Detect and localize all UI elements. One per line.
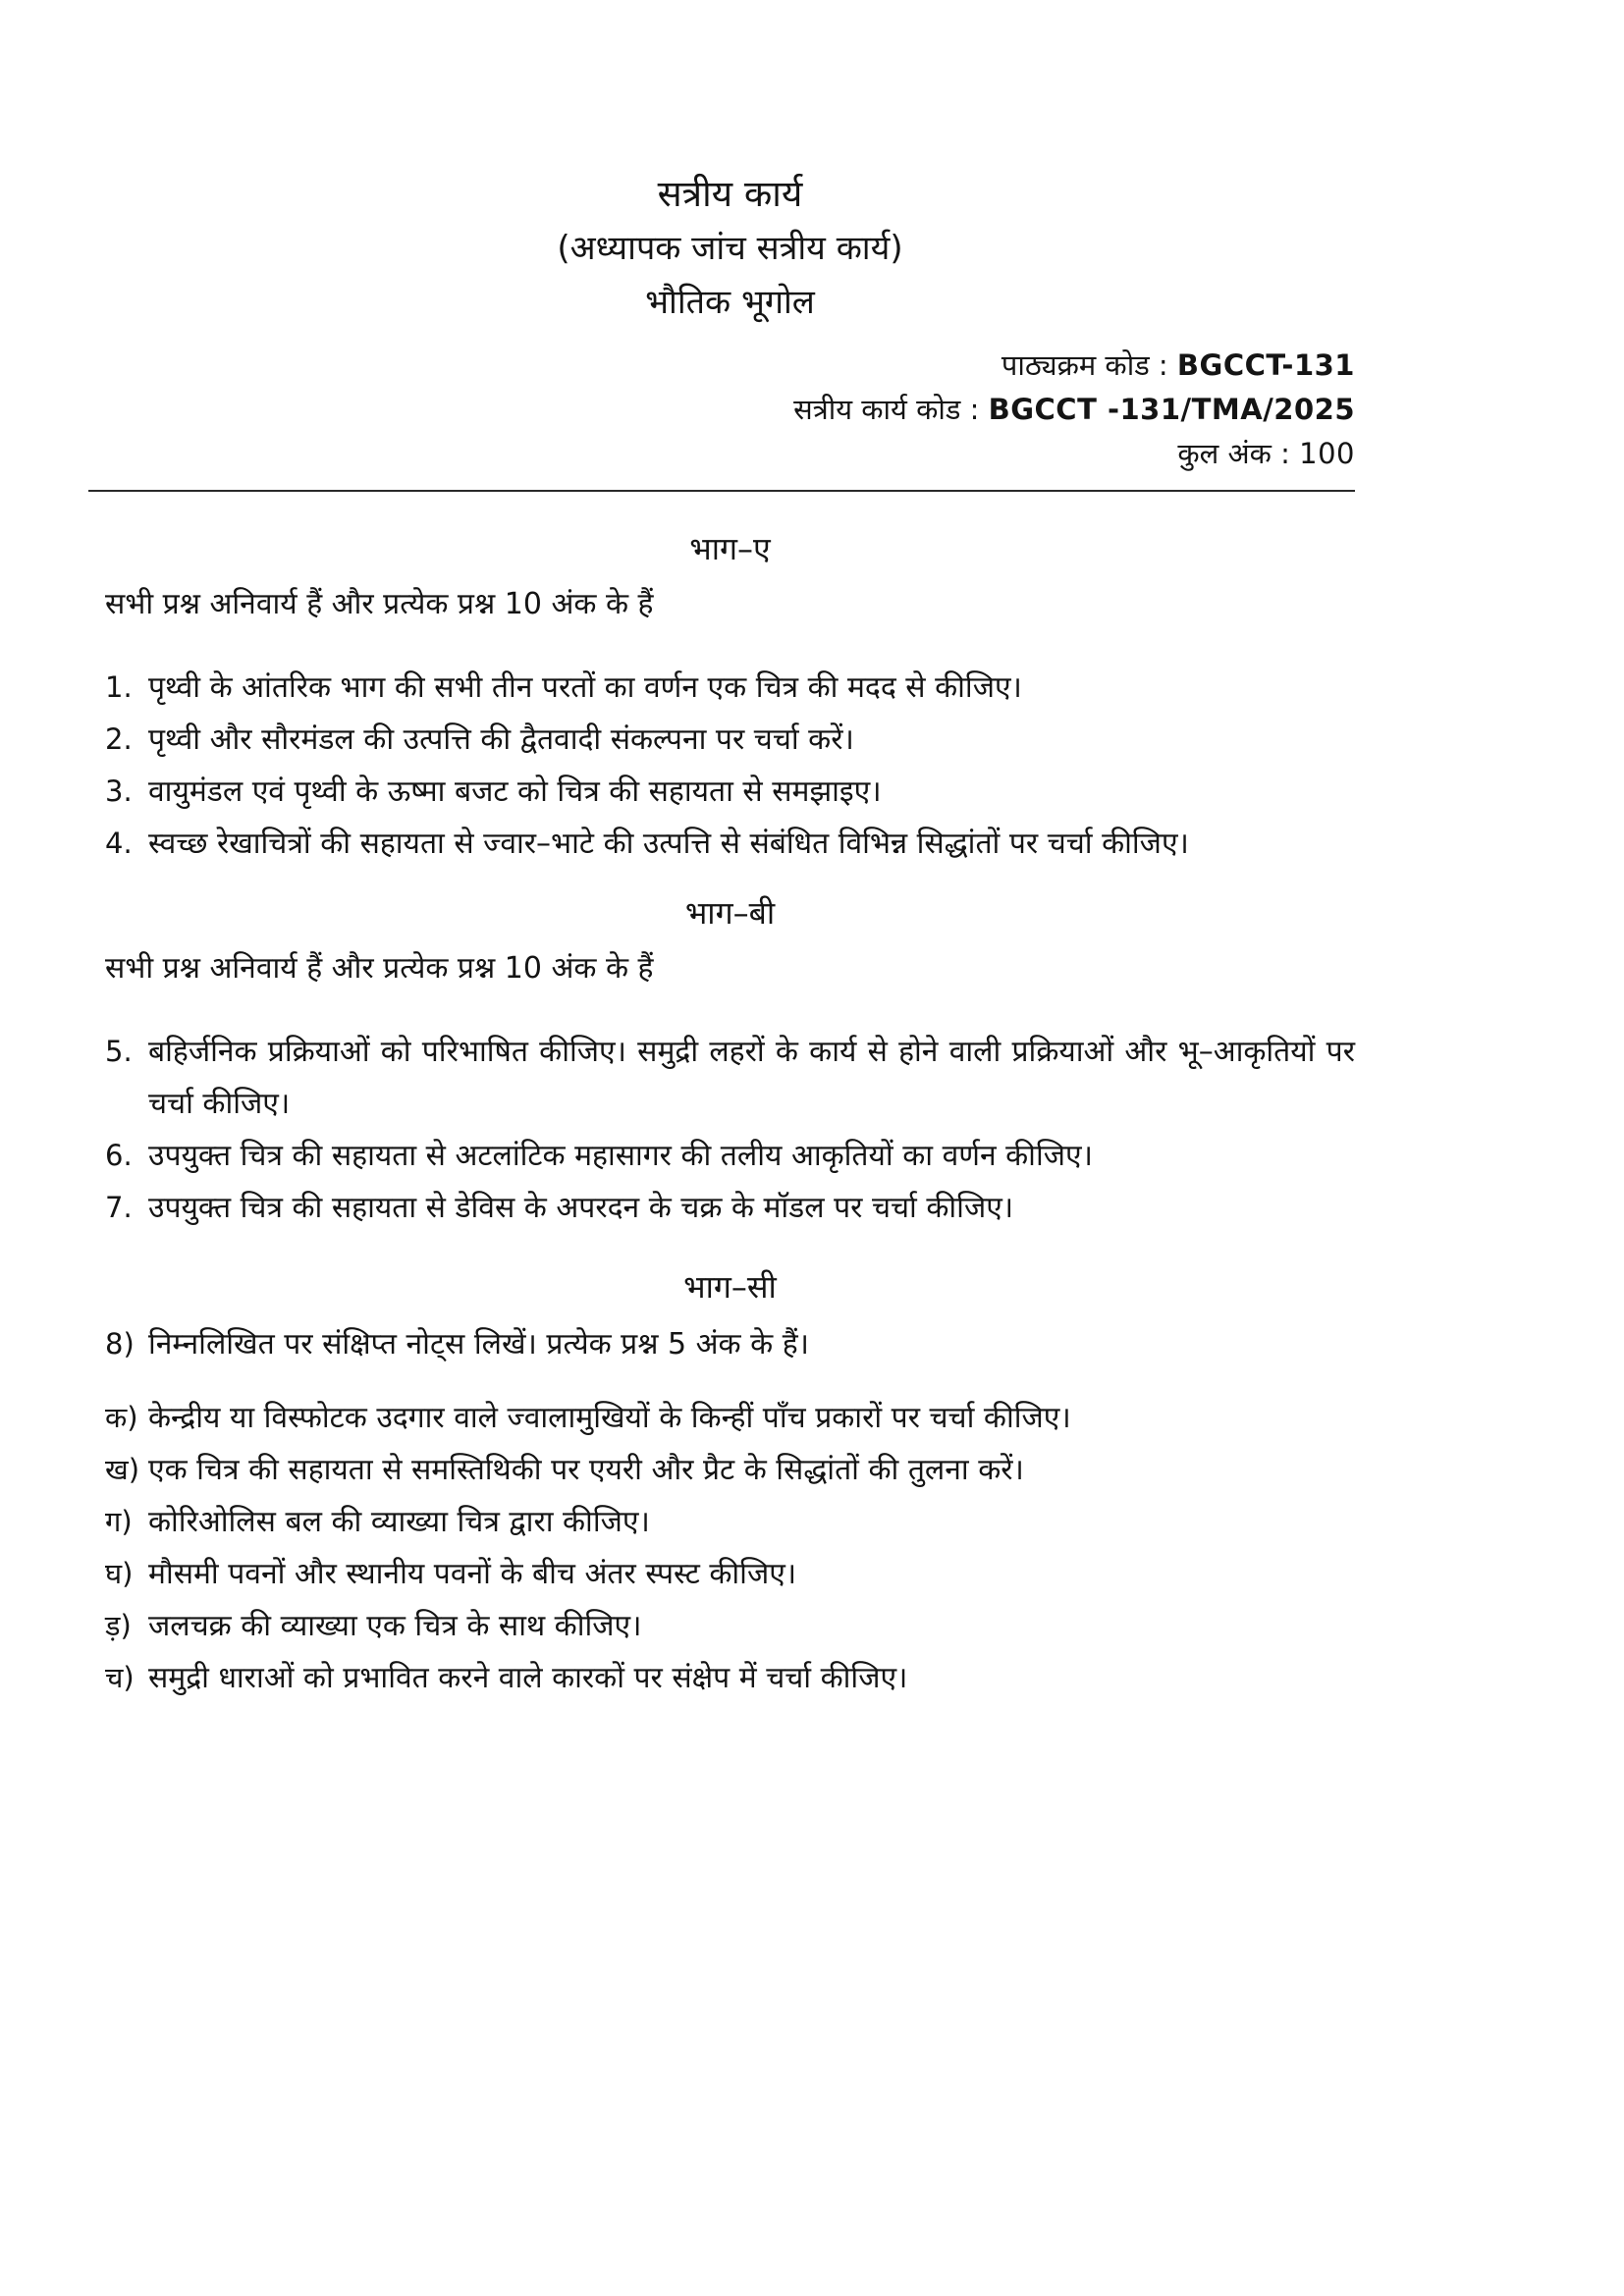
assignment-code-row: [105, 388, 1355, 432]
question-row-3: [105, 766, 1355, 818]
codes-block: [105, 344, 1355, 476]
question-number: 7.: [105, 1191, 133, 1224]
question-text: उपयुक्त चित्र की सहायता से डेविस के अपरदन के चक्र के मॉडल पर चर्चा कीजिए।: [148, 1191, 1014, 1225]
part-a-question-list: [105, 662, 1355, 870]
document-title: सत्रीय कार्य: [657, 173, 803, 215]
total-marks-value: 100: [1299, 437, 1355, 470]
subquestion-row-ka: [105, 1392, 1355, 1444]
question-row-4: [105, 818, 1355, 870]
subquestion-text: केन्द्रीय या विस्फोटक उदगार वाले ज्वालामुखियों के किन्हीं पाँच प्रकारों पर चर्चा कीजिए।: [148, 1401, 1071, 1435]
question-text: पृथ्वी के आंतरिक भाग की सभी तीन परतों का वर्णन एक चित्र की मदद से कीजिए।: [148, 670, 1022, 705]
question-text: वायुमंडल एवं पृथ्वी के ऊष्मा बजट को चित्र की सहायता से समझाइए।: [148, 774, 882, 809]
question-text: पृथ्वी और सौरमंडल की उत्पत्ति की द्वैतवादी संकल्पना पर चर्चा करें।: [148, 722, 854, 757]
part-b-heading: भाग–बी: [684, 894, 776, 932]
question-text: उपयुक्त चित्र की सहायता से अटलांटिक महासागर की तलीय आकृतियों का वर्णन कीजिए।: [148, 1139, 1093, 1173]
course-code-label: पाठ्यक्रम कोड :: [1001, 348, 1177, 382]
part-b-question-list: [105, 1026, 1355, 1234]
assignment-code-value: BGCCT -131/TMA/2025: [988, 393, 1355, 426]
question-row-2: [105, 714, 1355, 766]
total-marks-row: [105, 432, 1355, 476]
question-row-1: [105, 662, 1355, 714]
question-row-7: [105, 1182, 1355, 1234]
subquestion-number: घ): [105, 1557, 134, 1590]
subquestion-text: कोरिओलिस बल की व्याख्या चित्र द्वारा कीजिए।: [148, 1505, 650, 1539]
subquestion-row-gha: [105, 1548, 1355, 1600]
question-text: स्वच्छ रेखाचित्रों की सहायता से ज्वार–भाटे की उत्पत्ति से संबंधित विभिन्न सिद्धांतों पर चर्चा कीजिए।: [148, 827, 1189, 861]
subquestion-number: क): [105, 1401, 138, 1434]
subquestion-row-ga: [105, 1496, 1355, 1548]
question-number: 4.: [105, 827, 133, 860]
subquestion-row-cha: [105, 1652, 1355, 1704]
question-row-5: [105, 1026, 1355, 1130]
subquestion-number: ड़): [105, 1609, 132, 1642]
part-a-heading: भाग–ए: [689, 530, 771, 567]
header-divider: [88, 490, 1355, 492]
part-b-instruction: सभी प्रश्न अनिवार्य हैं और प्रत्येक प्रश्न 10 अंक के हैं: [105, 951, 654, 986]
subquestion-text: समुद्री धाराओं को प्रभावित करने वाले कारकों पर संक्षेप में चर्चा कीजिए।: [148, 1661, 908, 1695]
subquestion-row-kha: [105, 1444, 1355, 1496]
assignment-code-label: सत्रीय कार्य कोड :: [793, 393, 989, 426]
question-number: 3.: [105, 774, 133, 808]
subquestion-text: जलचक्र की व्याख्या एक चित्र के साथ कीजिए।: [148, 1609, 642, 1643]
question-number: 2.: [105, 722, 133, 756]
total-marks-label: कुल अंक :: [1177, 437, 1300, 470]
question-row-6: [105, 1130, 1355, 1182]
question-row-8: [105, 1318, 1355, 1370]
course-name: भौतिक भूगोल: [645, 283, 815, 322]
course-code-value: BGCCT-131: [1176, 348, 1355, 382]
subquestion-text: एक चित्र की सहायता से समस्तिथिकी पर एयरी और प्रैट के सिद्धांतों की तुलना करें।: [148, 1453, 1024, 1487]
subquestion-number: ख): [105, 1453, 140, 1486]
subquestion-number: च): [105, 1661, 135, 1694]
part-c-heading: भाग–सी: [683, 1268, 777, 1306]
document-subtitle: (अध्यापक जांच सत्रीय कार्य): [557, 229, 903, 268]
part-a-instruction: सभी प्रश्न अनिवार्य हैं और प्रत्येक प्रश्न 10 अंक के हैं: [105, 587, 654, 621]
question-number: 6.: [105, 1139, 133, 1172]
subquestion-text: मौसमी पवनों और स्थानीय पवनों के बीच अंतर स्पस्ट कीजिए।: [148, 1557, 797, 1591]
question-number: 5.: [105, 1035, 133, 1068]
part-c-subquestion-list: [105, 1392, 1355, 1704]
course-code-row: [105, 344, 1355, 388]
question-number: 8): [105, 1327, 135, 1361]
subquestion-number: ग): [105, 1505, 133, 1538]
header-title-block: [105, 167, 1355, 330]
question-number: 1.: [105, 670, 133, 704]
question-text: निम्नलिखित पर संक्षिप्त नोट्स लिखें। प्रत्येक प्रश्न 5 अंक के हैं।: [148, 1327, 809, 1362]
question-text: बहिर्जनिक प्रक्रियाओं को परिभाषित कीजिए। समुद्री लहरों के कार्य से होने वाली प्रक्रियाओं और भू–आकृतियों पर चर्चा कीजिए।: [148, 1035, 1355, 1121]
subquestion-row-dda: [105, 1600, 1355, 1652]
